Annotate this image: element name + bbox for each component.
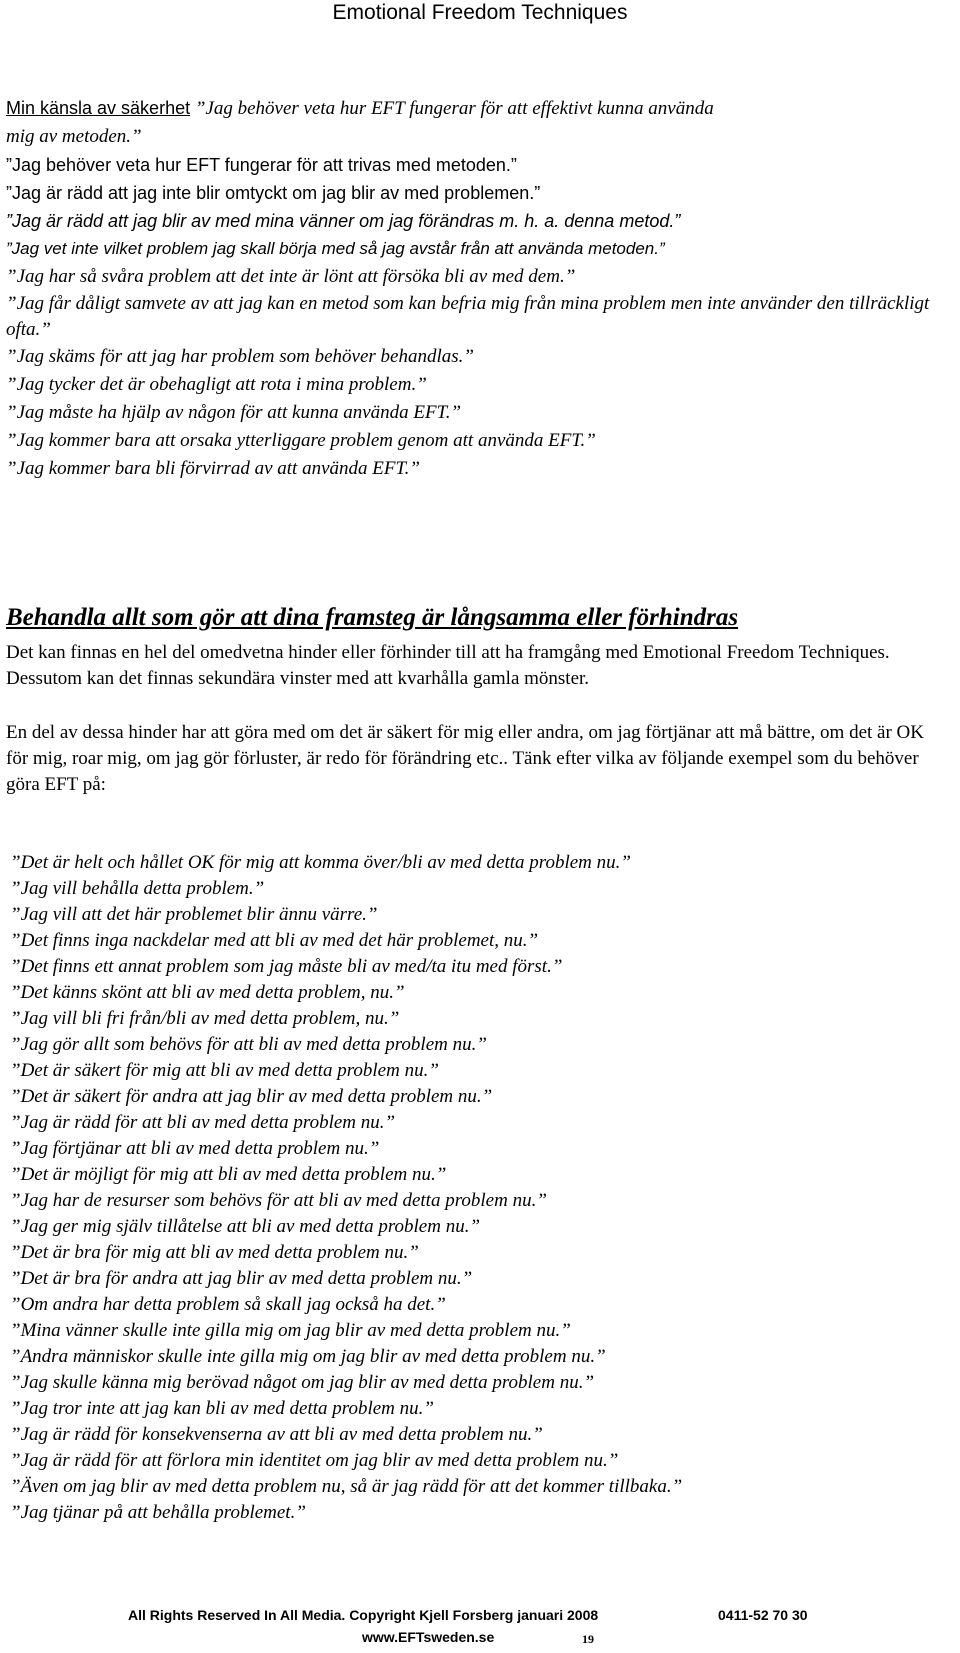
example-statement: ”Jag förtjänar att bli av med detta problem nu.”: [10, 1138, 380, 1159]
example-statement: ”Jag är rädd för att förlora min identitet om jag blir av med detta problem nu.”: [10, 1450, 619, 1471]
safety-first-line: [6, 94, 951, 123]
example-statement: ”Andra människor skulle inte gilla mig om jag blir av med detta problem nu.”: [10, 1346, 606, 1367]
footer-phone: 0411-52 70 30: [718, 1607, 808, 1623]
example-statement: ”Det är bra för mig att bli av med detta problem nu.”: [10, 1242, 419, 1263]
example-statement: ”Det är bra för andra att jag blir av med detta problem nu.”: [10, 1268, 473, 1289]
page-number: 19: [582, 1632, 594, 1646]
safety-section: [6, 94, 951, 483]
example-statement: ”Jag är rädd för att bli av med detta problem nu.”: [10, 1112, 396, 1133]
example-statement: ”Mina vänner skulle inte gilla mig om jag blir av med detta problem nu.”: [10, 1320, 571, 1341]
example-statement: ”Jag vill bli fri från/bli av med detta problem, nu.”: [10, 1008, 400, 1029]
example-statement: ”Jag vill behålla detta problem.”: [10, 878, 265, 899]
statement-line: ”Jag tycker det är obehagligt att rota i mina problem.”: [6, 374, 427, 395]
statement-line: ”Jag måste ha hjälp av någon för att kunna använda EFT.”: [6, 402, 462, 423]
statement-line: ”Jag skäms för att jag har problem som behöver behandlas.”: [6, 346, 474, 367]
example-statements-list: [10, 850, 950, 1526]
statement-first-cont: mig av metoden.”: [6, 126, 142, 147]
statement-line: ”Jag är rädd att jag blir av med mina vänner om jag förändras m. h. a. denna metod.”: [6, 211, 681, 231]
example-statement: ”Jag skulle känna mig berövad något om jag blir av med detta problem nu.”: [10, 1372, 595, 1393]
statement-line: ”Jag får dåligt samvete av att jag kan en metod som kan befria mig från mina problem men inte använder den tillräckligt ofta.”: [6, 293, 930, 340]
example-statement: ”Det är säkert för andra att jag blir av med detta problem nu.”: [10, 1086, 493, 1107]
statement-line: ”Jag behöver veta hur EFT fungerar för att trivas med metoden.”: [6, 155, 517, 175]
example-statement: ”Om andra har detta problem så skall jag också ha det.”: [10, 1294, 446, 1315]
statement-line: ”Jag kommer bara bli förvirrad av att använda EFT.”: [6, 458, 420, 479]
paragraph-obstacles: Det kan finnas en hel del omedvetna hinder eller förhinder till att ha framgång med Emotional Freedom Techniques. Dessutom kan det finnas sekundära vinster med att kvarhålla gamla mönster.: [6, 642, 890, 689]
paragraph-examples-intro: En del av dessa hinder har att göra med om det är säkert för mig eller andra, om jag förtjänar att må bättre, om det är OK för mig, roar mig, om jag gör förluster, är redo för förändring etc.. Tänk efter vilka av följande exempel som du behöver göra EFT på:: [6, 722, 924, 795]
example-statement: ”Jag tror inte att jag kan bli av med detta problem nu.”: [10, 1398, 434, 1419]
section-label: Min känsla av säkerhet: [6, 98, 191, 118]
section-heading: Behandla allt som gör att dina framsteg är långsamma eller förhindras: [6, 604, 739, 631]
footer-website: www.EFTsweden.se: [362, 1629, 495, 1645]
example-statement: ”Jag tjänar på att behålla problemet.”: [10, 1502, 306, 1523]
statement-first: ”Jag behöver veta hur EFT fungerar för att effektivt kunna använda: [190, 98, 714, 119]
example-statement: ”Jag vill att det här problemet blir ännu värre.”: [10, 904, 378, 925]
example-statement: ”Det finns ett annat problem som jag måste bli av med/ta itu med först.”: [10, 956, 563, 977]
example-statement: ”Det finns inga nackdelar med att bli av med det här problemet, nu.”: [10, 930, 539, 951]
example-statement: ”Det är helt och hållet OK för mig att komma över/bli av med detta problem nu.”: [10, 852, 631, 873]
example-statement: ”Det är möjligt för mig att bli av med detta problem nu.”: [10, 1164, 447, 1185]
statement-line: ”Jag vet inte vilket problem jag skall börja med så jag avstår från att använda metoden.”: [6, 239, 665, 258]
statement-line: ”Jag är rädd att jag inte blir omtyckt om jag blir av med problemen.”: [6, 183, 541, 203]
example-statement: ”Jag har de resurser som behövs för att bli av med detta problem nu.”: [10, 1190, 547, 1211]
example-statement: ”Jag gör allt som behövs för att bli av med detta problem nu.”: [10, 1034, 487, 1055]
example-statement: ”Jag är rädd för konsekvenserna av att bli av med detta problem nu.”: [10, 1424, 543, 1445]
statement-line: ”Jag har så svåra problem att det inte är lönt att försöka bli av med dem.”: [6, 266, 576, 287]
page-header-title: Emotional Freedom Techniques: [332, 1, 628, 24]
footer-copyright: All Rights Reserved In All Media. Copyright Kjell Forsberg januari 2008: [128, 1607, 599, 1623]
example-statement: ”Det är säkert för mig att bli av med detta problem nu.”: [10, 1060, 439, 1081]
example-statement: ”Jag ger mig själv tillåtelse att bli av med detta problem nu.”: [10, 1216, 481, 1237]
example-statement: ”Även om jag blir av med detta problem nu, så är jag rädd för att det kommer tillbaka.”: [10, 1476, 683, 1497]
statement-line: ”Jag kommer bara att orsaka ytterliggare problem genom att använda EFT.”: [6, 430, 596, 451]
example-statement: ”Det känns skönt att bli av med detta problem, nu.”: [10, 982, 405, 1003]
